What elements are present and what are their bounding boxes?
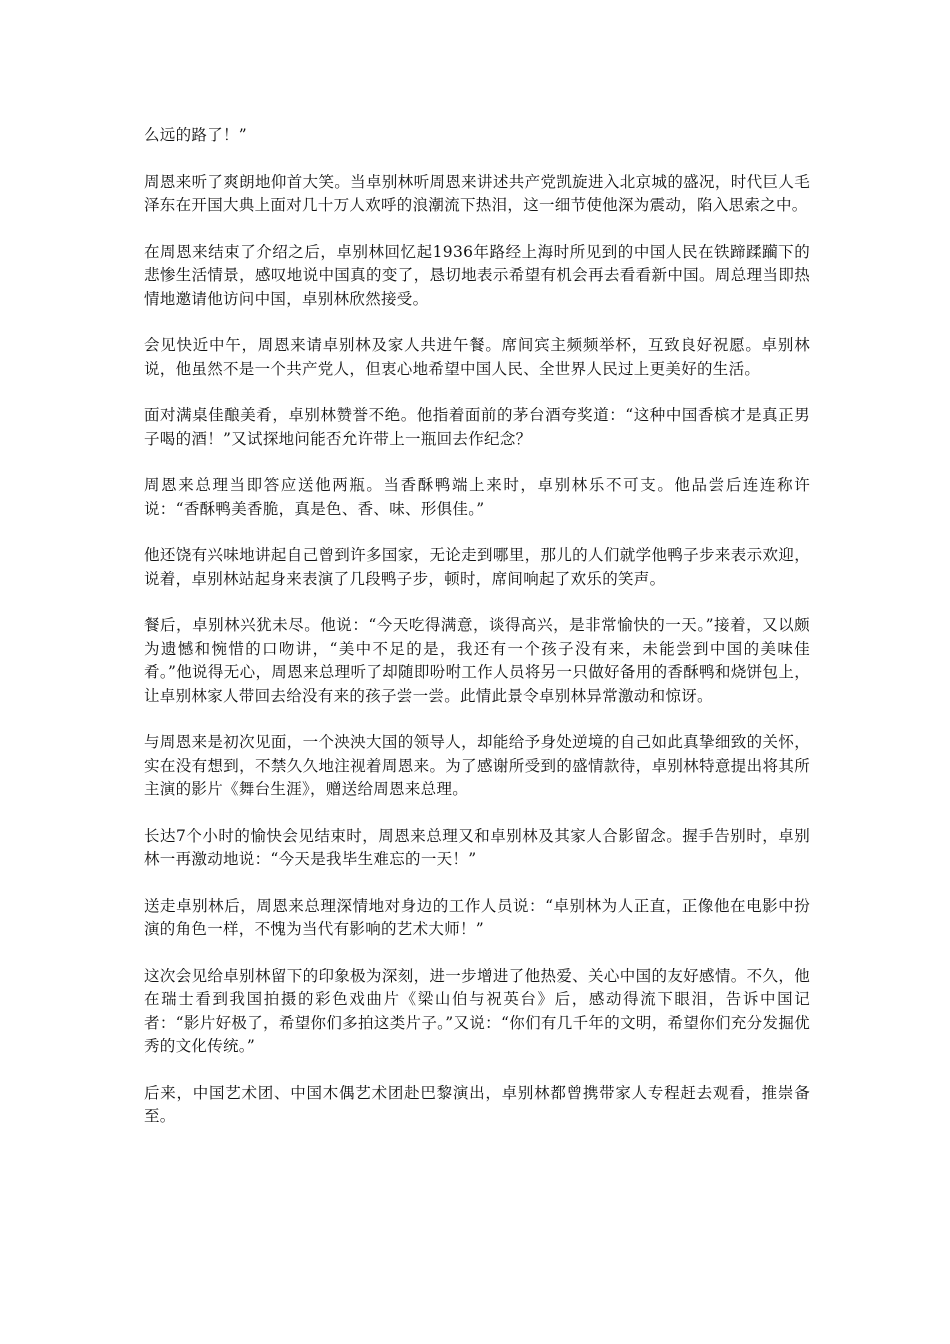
paragraph-3: 在周恩来结束了介绍之后，卓别林回忆起1936年路经上海时所见到的中国人民在铁蹄蹂躏下的悲惨生活情景，感叹地说中国真的变了，恳切地表示希望有机会再去看看新中国。周总理当即热情地邀请他访问中国，卓别林欣然接受。 xyxy=(144,242,810,308)
paragraph-12: 这次会见给卓别林留下的印象极为深刻，进一步增进了他热爱、关心中国的友好感情。不久，他在瑞士看到我国拍摄的彩色戏曲片《梁山伯与祝英台》后，感动得流下眼泪，告诉中国记者：“影片好极了，希望你们多拍这类片子。”又说：“你们有几千年的文明，希望你们充分发掘优秀的文化传统。” xyxy=(144,966,810,1055)
paragraph-8: 餐后，卓别林兴犹未尽。他说：“今天吃得满意，谈得高兴，是非常愉快的一天。”接着，又以颇为遗憾和惋惜的口吻讲，“美中不足的是，我还有一个孩子没有来，未能尝到中国的美味佳肴。”他说得无心，周恩来总理听了却随即吩咐工作人员将另一只做好备用的香酥鸭和烧饼包上，让卓别林家人带回去给没有来的孩子尝一尝。此情此景令卓别林异常激动和惊讶。 xyxy=(144,616,810,705)
paragraph-7: 他还饶有兴味地讲起自己曾到许多国家，无论走到哪里，那儿的人们就学他鸭子步来表示欢迎，说着，卓别林站起身来表演了几段鸭子步，顿时，席间响起了欢乐的笑声。 xyxy=(144,546,810,588)
paragraph-6: 周恩来总理当即答应送他两瓶。当香酥鸭端上来时，卓别林乐不可支。他品尝后连连称许说：“香酥鸭美香脆，真是色、香、味、形俱佳。” xyxy=(144,476,810,518)
document-page xyxy=(144,124,810,1152)
paragraph-11: 送走卓别林后，周恩来总理深情地对身边的工作人员说：“卓别林为人正直，正像他在电影中扮演的角色一样，不愧为当代有影响的艺术大师！” xyxy=(144,896,810,938)
paragraph-13: 后来，中国艺术团、中国木偶艺术团赴巴黎演出，卓别林都曾携带家人专程赶去观看，推崇备至。 xyxy=(144,1083,810,1125)
paragraph-5: 面对满桌佳酿美肴，卓别林赞誉不绝。他指着面前的茅台酒夸奖道：“这种中国香槟才是真正男子喝的酒！”又试探地问能否允许带上一瓶回去作纪念？ xyxy=(144,406,810,448)
paragraph-9: 与周恩来是初次见面，一个泱泱大国的领导人，却能给予身处逆境的自己如此真挚细致的关怀，实在没有想到，不禁久久地注视着周恩来。为了感谢所受到的盛情款待，卓别林特意提出将其所主演的影片《舞台生涯》，赠送给周恩来总理。 xyxy=(144,733,810,798)
paragraph-4: 会见快近中午，周恩来请卓别林及家人共进午餐。席间宾主频频举杯，互致良好祝愿。卓别林说，他虽然不是一个共产党人，但衷心地希望中国人民、全世界人民过上更美好的生活。 xyxy=(144,336,810,378)
paragraph-2: 周恩来听了爽朗地仰首大笑。当卓别林听周恩来讲述共产党凯旋进入北京城的盛况，时代巨人毛泽东在开国大典上面对几十万人欢呼的浪潮流下热泪，这一细节使他深为震动，陷入思索之中。 xyxy=(144,172,810,214)
paragraph-10: 长达7个小时的愉快会见结束时，周恩来总理又和卓别林及其家人合影留念。握手告别时，卓别林一再激动地说：“今天是我毕生难忘的一天！” xyxy=(144,826,810,868)
paragraph-1: 么远的路了！” xyxy=(144,126,248,144)
